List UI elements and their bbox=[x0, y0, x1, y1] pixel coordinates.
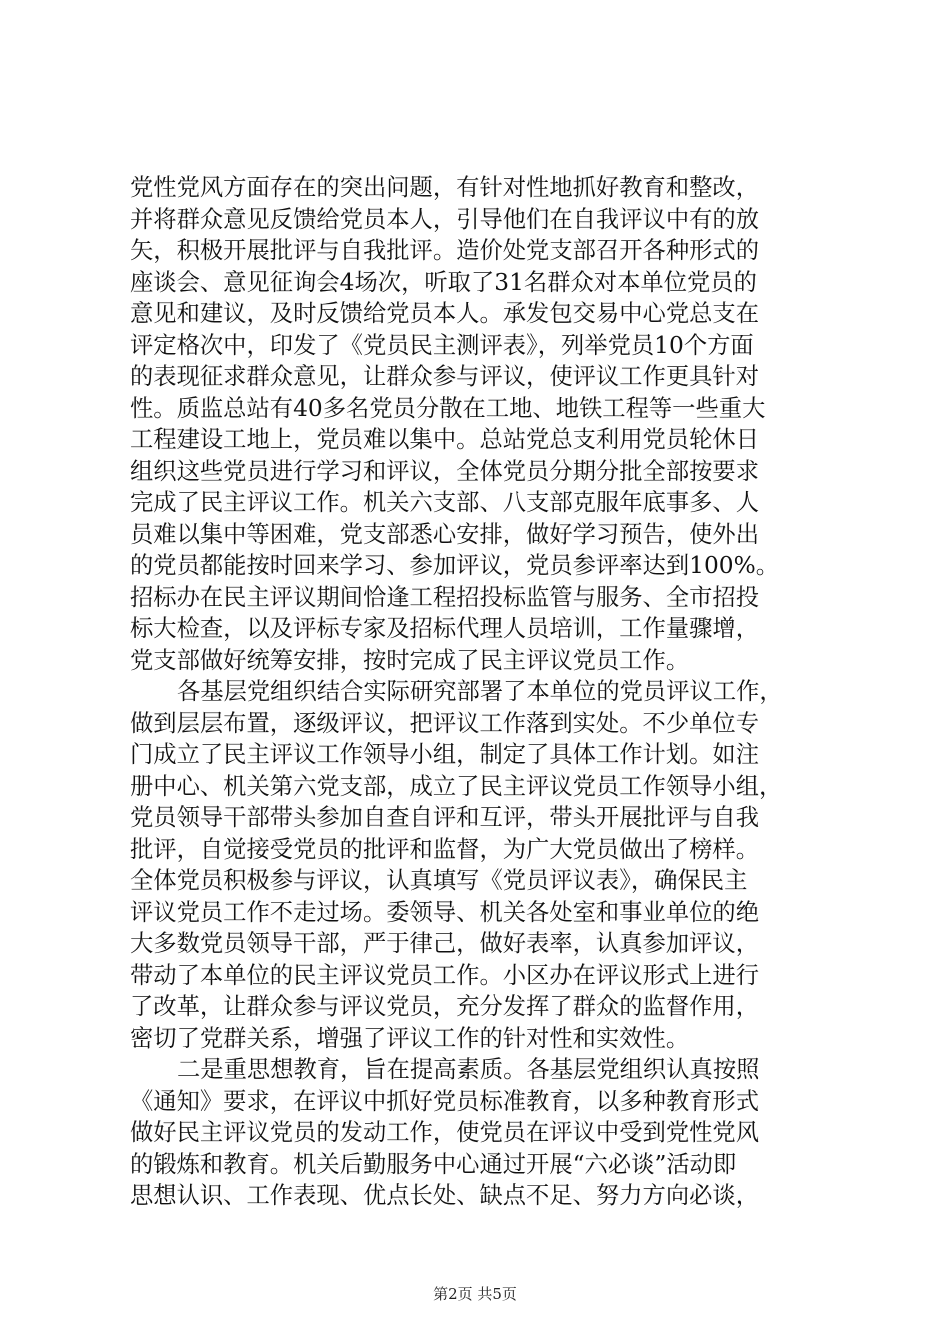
text-line: 党员领导干部带头参加自查自评和互评，带头开展批评与自我 bbox=[130, 804, 760, 831]
text-line: 矢，积极开展批评与自我批评。造价处党支部召开各种形式的 bbox=[130, 237, 760, 264]
text-line: 招标办在民主评议期间恰逢工程招投标监管与服务、全市招投 bbox=[130, 583, 760, 611]
text-line: 思想认识、工作表现、优点长处、缺点不足、努力方向必谈， bbox=[130, 1182, 760, 1209]
text-line: 做好民主评议党员的发动工作，使党员在评议中受到党性党风 bbox=[130, 1119, 760, 1146]
text-line: 的党员都能按时回来学习、参加评议，党员参评率达到100%。 bbox=[130, 552, 780, 579]
text-line: 组织这些党员进行学习和评议，全体党员分期分批全部按要求 bbox=[130, 457, 760, 485]
text-line: 评定格次中，印发了《党员民主测评表》，列举党员10个方面 bbox=[130, 331, 754, 359]
text-line: 各基层党组织结合实际研究部署了本单位的党员评议工作， bbox=[177, 678, 783, 705]
text-line: 党性党风方面存在的突出问题，有针对性地抓好教育和整改， bbox=[130, 174, 760, 201]
text-line: 评议党员工作不走过场。委领导、机关各处室和事业单位的绝 bbox=[130, 898, 760, 926]
text-line: 的表现征求群众意见，让群众参与评议，使评议工作更具针对 bbox=[130, 363, 760, 390]
text-line: 性。质监总站有40多名党员分散在工地、地铁工程等一些重大 bbox=[130, 394, 766, 422]
text-line: 《通知》要求，在评议中抓好党员标准教育，以多种教育形式 bbox=[130, 1087, 760, 1115]
text-line: 党支部做好统筹安排，按时完成了民主评议党员工作。 bbox=[130, 646, 690, 674]
text-line: 并将群众意见反馈给党员本人，引导他们在自我评议中有的放 bbox=[130, 205, 760, 233]
text-line: 员难以集中等困难，党支部悉心安排，做好学习预告，使外出 bbox=[130, 520, 760, 548]
text-line: 做到层层布置，逐级评议，把评议工作落到实处。不少单位专 bbox=[130, 709, 760, 737]
text-line: 密切了党群关系，增强了评议工作的针对性和实效性。 bbox=[130, 1024, 690, 1052]
text-line: 全体党员积极参与评议，认真填写《党员评议表》，确保民主 bbox=[130, 867, 748, 894]
text-line: 标大检查，以及评标专家及招标代理人员培训，工作量骤增， bbox=[130, 615, 760, 642]
text-line: 座谈会、意见征询会4场次，听取了31名群众对本单位党员的 bbox=[130, 268, 757, 296]
page-footer: 第2页 共5页 bbox=[433, 1285, 517, 1303]
text-line: 工程建设工地上，党员难以集中。总站党总支利用党员轮休日 bbox=[130, 426, 760, 453]
text-line: 的锻炼和教育。机关后勤服务中心通过开展“六必谈”活动即 bbox=[130, 1150, 737, 1178]
text-line: 完成了民主评议工作。机关六支部、八支部克服年底事多、人 bbox=[130, 489, 760, 516]
text-line: 意见和建议，及时反馈给党员本人。承发包交易中心党总支在 bbox=[130, 300, 760, 327]
text-line: 二是重思想教育，旨在提高素质。各基层党组织认真按照 bbox=[177, 1056, 760, 1083]
text-line: 带动了本单位的民主评议党员工作。小区办在评议形式上进行 bbox=[130, 961, 760, 989]
body-text bbox=[130, 172, 830, 1212]
text-line: 大多数党员领导干部，严于律己，做好表率，认真参加评议， bbox=[130, 930, 760, 957]
text-line: 批评，自觉接受党员的批评和监督，为广大党员做出了榜样。 bbox=[130, 835, 760, 863]
text-line: 了改革，让群众参与评议党员，充分发挥了群众的监督作用， bbox=[130, 993, 760, 1020]
text-line: 门成立了民主评议工作领导小组，制定了具体工作计划。如注 bbox=[130, 741, 760, 768]
text-line: 册中心、机关第六党支部，成立了民主评议党员工作领导小组， bbox=[130, 772, 783, 800]
